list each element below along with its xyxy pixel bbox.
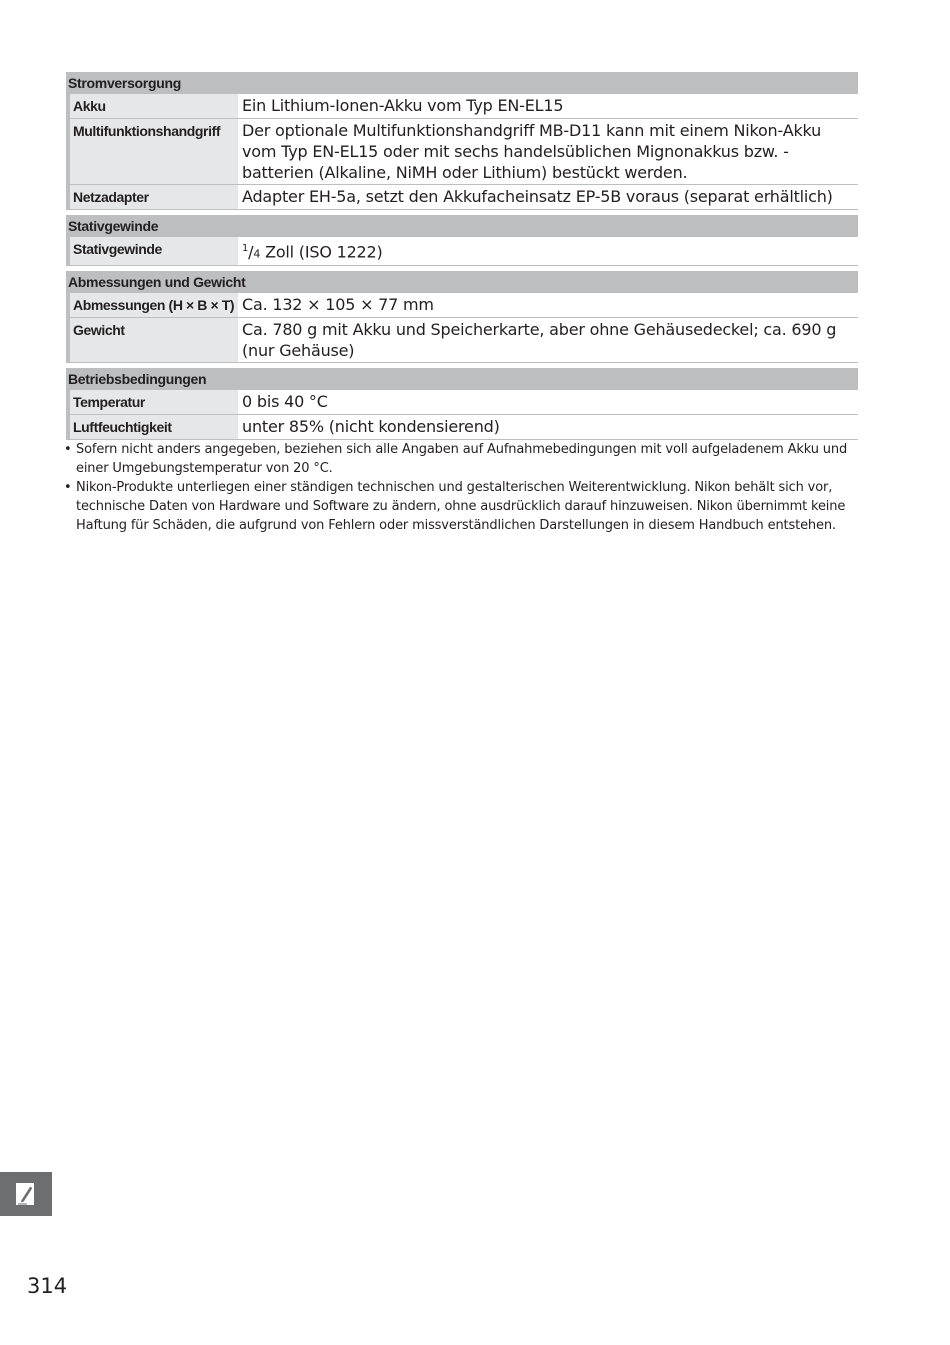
footnote-item xyxy=(62,440,858,478)
footnote-text: Nikon-Produkte unterliegen einer ständigen technischen und gestalterischen Weiterentwicklung. Nikon behält sich vor, technische Daten von Hardware und Software zu ändern, ohne ausdrücklich darauf hinzuweisen. Nikon übernimmt keine Haftung für Schäden, die aufgrund von Fehlern oder missverständlichen Darstellungen in diesem Handbuch entstehen. xyxy=(76,480,846,533)
spec-value: 0 bis 40 °C xyxy=(242,392,328,412)
spec-label: Temperatur xyxy=(66,390,238,414)
section-operating-conditions xyxy=(66,368,858,440)
spec-value: Adapter EH-5a, setzt den Akkufacheinsatz EP-5B voraus (separat erhältlich) xyxy=(242,187,833,206)
notes-pencil-icon xyxy=(13,1180,39,1208)
chapter-tab xyxy=(0,1172,52,1216)
fraction-numerator: 1 xyxy=(242,243,249,254)
spec-row xyxy=(66,415,858,440)
section-heading: Abmessungen und Gewicht xyxy=(66,271,858,293)
spec-row xyxy=(66,119,858,185)
page-number: 314 xyxy=(27,1274,68,1298)
spec-value: Ca. 780 g mit Akku und Speicherkarte, aber ohne Gehäusedeckel; ca. 690 g (nur Gehäuse) xyxy=(242,320,837,361)
spec-row xyxy=(66,185,858,210)
spec-row xyxy=(66,237,858,266)
spec-label: Stativgewinde xyxy=(66,237,238,265)
section-heading: Stativgewinde xyxy=(66,215,858,237)
spec-value-text: Zoll (ISO 1222) xyxy=(260,242,383,262)
fraction-denominator: 4 xyxy=(253,247,261,261)
spec-label: Luftfeuchtigkeit xyxy=(66,415,238,439)
spec-row xyxy=(66,94,858,119)
spec-row xyxy=(66,390,858,415)
spec-label: Akku xyxy=(66,94,238,118)
spec-value: Der optionale Multifunktionshandgriff MB-D11 kann mit einem Nikon-Akku vom Typ EN-EL15 oder mit sechs handelsüblichen Mignonakkus bzw. -batterien (Alkaline, NiMH oder Lithium) bestückt werden. xyxy=(242,121,822,182)
bullet: • xyxy=(64,480,72,495)
spec-label: Multifunktionshandgriff xyxy=(66,119,238,184)
section-dimensions xyxy=(66,271,858,363)
section-heading: Stromversorgung xyxy=(66,72,858,94)
bullet: • xyxy=(64,442,72,457)
spec-table xyxy=(66,72,858,445)
spec-value: $^1$/4 Zoll (ISO 1222) xyxy=(242,242,383,262)
section-heading: Betriebsbedingungen xyxy=(66,368,858,390)
spec-row xyxy=(66,293,858,318)
spec-row xyxy=(66,318,858,363)
spec-value: Ca. 132 × 105 × 77 mm xyxy=(242,295,434,315)
spec-value: unter 85% (nicht kondensierend) xyxy=(242,417,500,437)
spec-label: Abmessungen (H × B × T) xyxy=(66,293,238,317)
footnote-text: Sofern nicht anders angegeben, beziehen sich alle Angaben auf Aufnahmebedingungen mit voll aufgeladenem Akku und einer Umgebungstemperatur von 20 °C. xyxy=(76,442,848,476)
spec-label: Netzadapter xyxy=(66,185,238,209)
spec-label: Gewicht xyxy=(66,318,238,362)
footnote-item xyxy=(62,478,858,535)
spec-value: Ein Lithium-Ionen-Akku vom Typ EN-EL15 xyxy=(242,96,564,115)
footnotes xyxy=(62,440,858,535)
section-power xyxy=(66,72,858,210)
section-tripod xyxy=(66,215,858,266)
